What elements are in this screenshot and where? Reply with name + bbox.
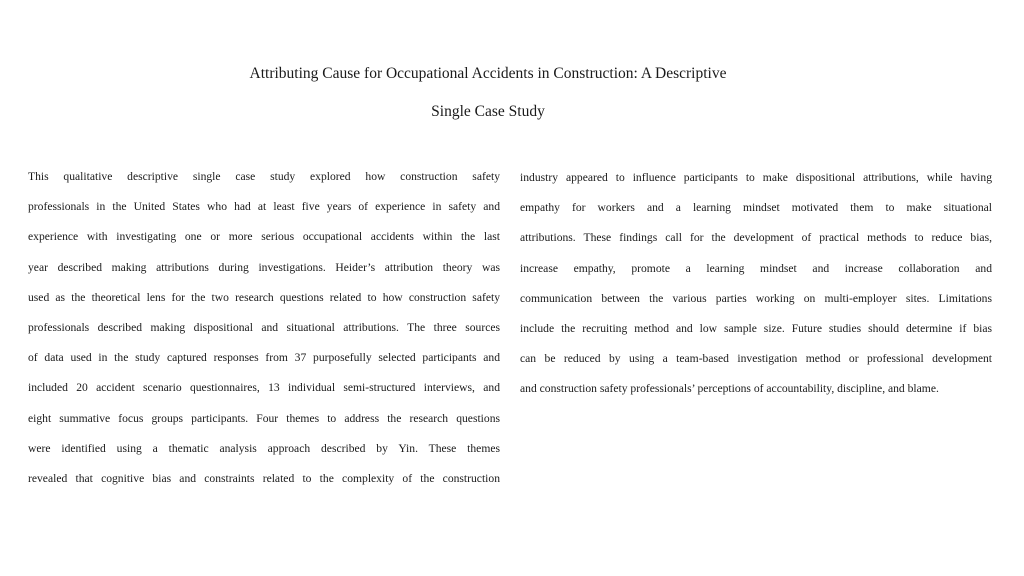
abstract-line: empathy for workers and a learning mindset motivated them to make situational [520, 201, 992, 215]
paper-title-line-2: Single Case Study [431, 103, 545, 120]
abstract-line: include the recruiting method and low sample size. Future studies should determine if bias [520, 321, 992, 335]
abstract-line: can be reduced by using a team-based investigation method or professional development [520, 352, 992, 366]
abstract-line: included 20 accident scenario questionnaires, 13 individual semi-structured interviews, and [28, 381, 500, 395]
abstract-line: revealed that cognitive bias and constraints related to the complexity of the construction [28, 471, 500, 485]
abstract-line: of data used in the study captured responses from 37 purposefully selected participants and [28, 351, 500, 365]
abstract-line: professionals in the United States who had at least five years of experience in safety and [28, 200, 500, 214]
abstract-line: attributions. These findings call for the development of practical methods to reduce bias, [520, 231, 992, 245]
abstract-line: year described making attributions during investigations. Heider’s attribution theory was [28, 260, 500, 274]
abstract-line: experience with investigating one or more serious occupational accidents within the last [28, 230, 500, 244]
abstract-line: This qualitative descriptive single case study explored how construction safety [28, 170, 500, 183]
abstract-line: were identified using a thematic analysis approach described by Yin. These themes [28, 441, 500, 455]
paper-title-line-1: Attributing Cause for Occupational Accidents in Construction: A Descriptive [249, 65, 727, 82]
abstract-line: and construction safety professionals’ perceptions of accountability, discipline, and blame. [520, 382, 939, 396]
abstract-line: used as the theoretical lens for the two research questions related to how construction safety [28, 290, 500, 304]
abstract-line: communication between the various parties working on multi-employer sites. Limitations [520, 291, 992, 305]
abstract-line: eight summative focus groups participants. Four themes to address the research questions [28, 411, 500, 425]
abstract-line: industry appeared to influence participants to make dispositional attributions, while having [520, 171, 992, 184]
abstract-line: professionals described making dispositional and situational attributions. The three sources [28, 320, 500, 334]
abstract-right-column [520, 163, 992, 405]
abstract-line: increase empathy, promote a learning mindset and increase collaboration and [520, 261, 992, 275]
abstract-left-column [28, 162, 500, 494]
